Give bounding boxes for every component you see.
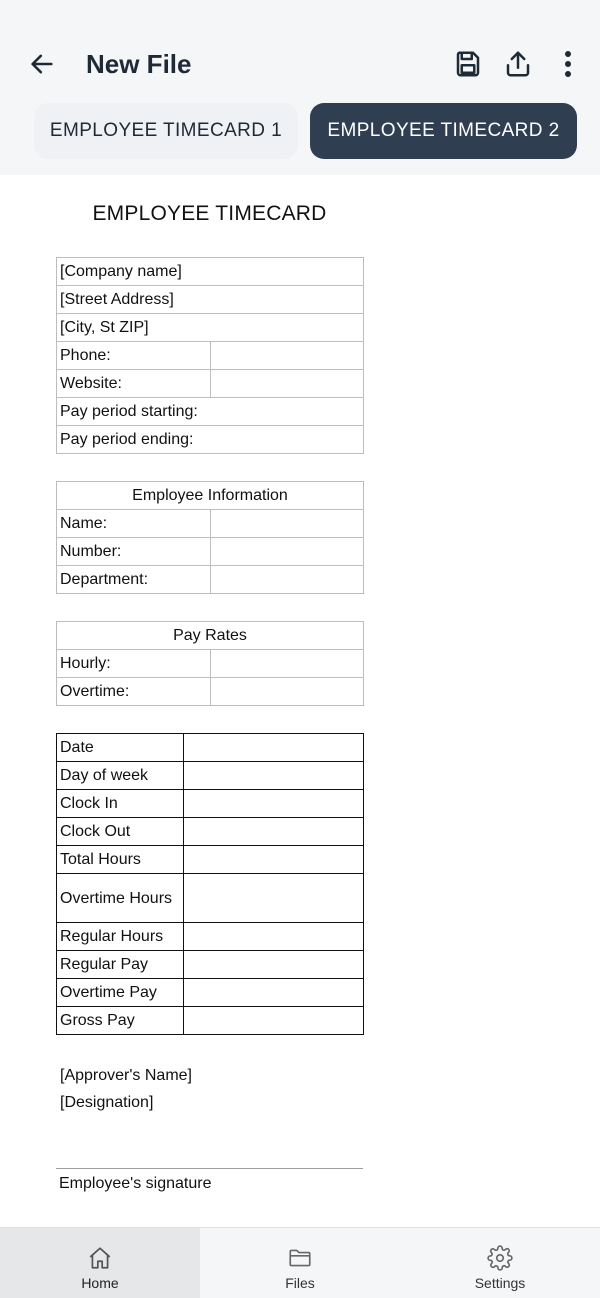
- signature-label: Employee's signature: [59, 1175, 212, 1192]
- hours-row-value[interactable]: [184, 818, 364, 846]
- overtime-rate-label: Overtime:: [57, 678, 211, 706]
- bottom-navigation: [0, 1227, 600, 1298]
- city-cell[interactable]: [City, St ZIP]: [57, 314, 364, 342]
- nav-settings[interactable]: [400, 1228, 600, 1298]
- hours-row-label: Gross Pay: [57, 1007, 184, 1035]
- share-button[interactable]: [498, 42, 538, 86]
- phone-label: Phone:: [57, 342, 211, 370]
- hours-row-label: Date: [57, 734, 184, 762]
- number-label: Number:: [57, 538, 211, 566]
- hours-row-label: Clock In: [57, 790, 184, 818]
- department-value-cell[interactable]: [210, 566, 364, 594]
- website-label: Website:: [57, 370, 211, 398]
- nav-files[interactable]: [200, 1228, 400, 1298]
- hourly-value-cell[interactable]: [210, 650, 364, 678]
- nav-home-label: Home: [81, 1275, 119, 1291]
- document-title: EMPLOYEE TIMECARD: [92, 202, 327, 225]
- back-button[interactable]: [22, 44, 62, 84]
- nav-files-label: Files: [285, 1275, 315, 1291]
- page-title: New File: [86, 49, 192, 79]
- hours-row-label: Regular Hours: [57, 923, 184, 951]
- hours-row-value[interactable]: [184, 1007, 364, 1035]
- hours-row-label: Overtime Hours: [57, 874, 184, 923]
- website-value-cell[interactable]: [210, 370, 364, 398]
- department-label: Department:: [57, 566, 211, 594]
- hours-row-value[interactable]: [184, 951, 364, 979]
- hours-table: [56, 733, 364, 1035]
- name-value-cell[interactable]: [210, 510, 364, 538]
- hourly-label: Hourly:: [57, 650, 211, 678]
- hours-row-value[interactable]: [184, 790, 364, 818]
- street-address-cell[interactable]: [Street Address]: [57, 286, 364, 314]
- hours-row-value[interactable]: [184, 734, 364, 762]
- gear-icon: [486, 1245, 514, 1271]
- hours-row-label: Total Hours: [57, 846, 184, 874]
- home-icon: [86, 1245, 114, 1271]
- overtime-rate-value-cell[interactable]: [210, 678, 364, 706]
- tab-employee-timecard-2[interactable]: EMPLOYEE TIMECARD 2: [310, 103, 577, 159]
- company-name-cell[interactable]: [Company name]: [57, 258, 364, 286]
- hours-row-value[interactable]: [184, 979, 364, 1007]
- hours-row-label: Clock Out: [57, 818, 184, 846]
- arrow-left-icon: [28, 50, 56, 78]
- hours-row-value[interactable]: [184, 762, 364, 790]
- hours-row-value[interactable]: [184, 874, 364, 923]
- tab-employee-timecard-1[interactable]: EMPLOYEE TIMECARD 1: [34, 103, 298, 159]
- nav-home[interactable]: [0, 1228, 200, 1298]
- pay-period-end-cell[interactable]: Pay period ending:: [57, 426, 364, 454]
- pay-period-start-cell[interactable]: Pay period starting:: [57, 398, 364, 426]
- more-options-button[interactable]: [550, 42, 586, 86]
- share-icon: [503, 49, 533, 79]
- name-label: Name:: [57, 510, 211, 538]
- nav-settings-label: Settings: [474, 1275, 526, 1291]
- pay-rates-heading: Pay Rates: [57, 622, 364, 650]
- folder-icon: [286, 1245, 314, 1271]
- more-vertical-icon: [564, 50, 572, 78]
- company-info-table: [56, 257, 364, 454]
- pay-rates-table: [56, 621, 364, 706]
- hours-row-value[interactable]: [184, 846, 364, 874]
- employee-info-heading: Employee Information: [57, 482, 364, 510]
- employee-info-table: [56, 481, 364, 594]
- save-button[interactable]: [448, 42, 488, 86]
- app-bar: [0, 0, 600, 175]
- phone-value-cell[interactable]: [210, 342, 364, 370]
- signature-line: [56, 1168, 363, 1169]
- designation: [Designation]: [60, 1094, 154, 1111]
- hours-row-value[interactable]: [184, 923, 364, 951]
- hours-row-label: Regular Pay: [57, 951, 184, 979]
- hours-row-label: Day of week: [57, 762, 184, 790]
- save-icon: [453, 49, 483, 79]
- hours-row-label: Overtime Pay: [57, 979, 184, 1007]
- approver-name: [Approver's Name]: [60, 1067, 192, 1084]
- number-value-cell[interactable]: [210, 538, 364, 566]
